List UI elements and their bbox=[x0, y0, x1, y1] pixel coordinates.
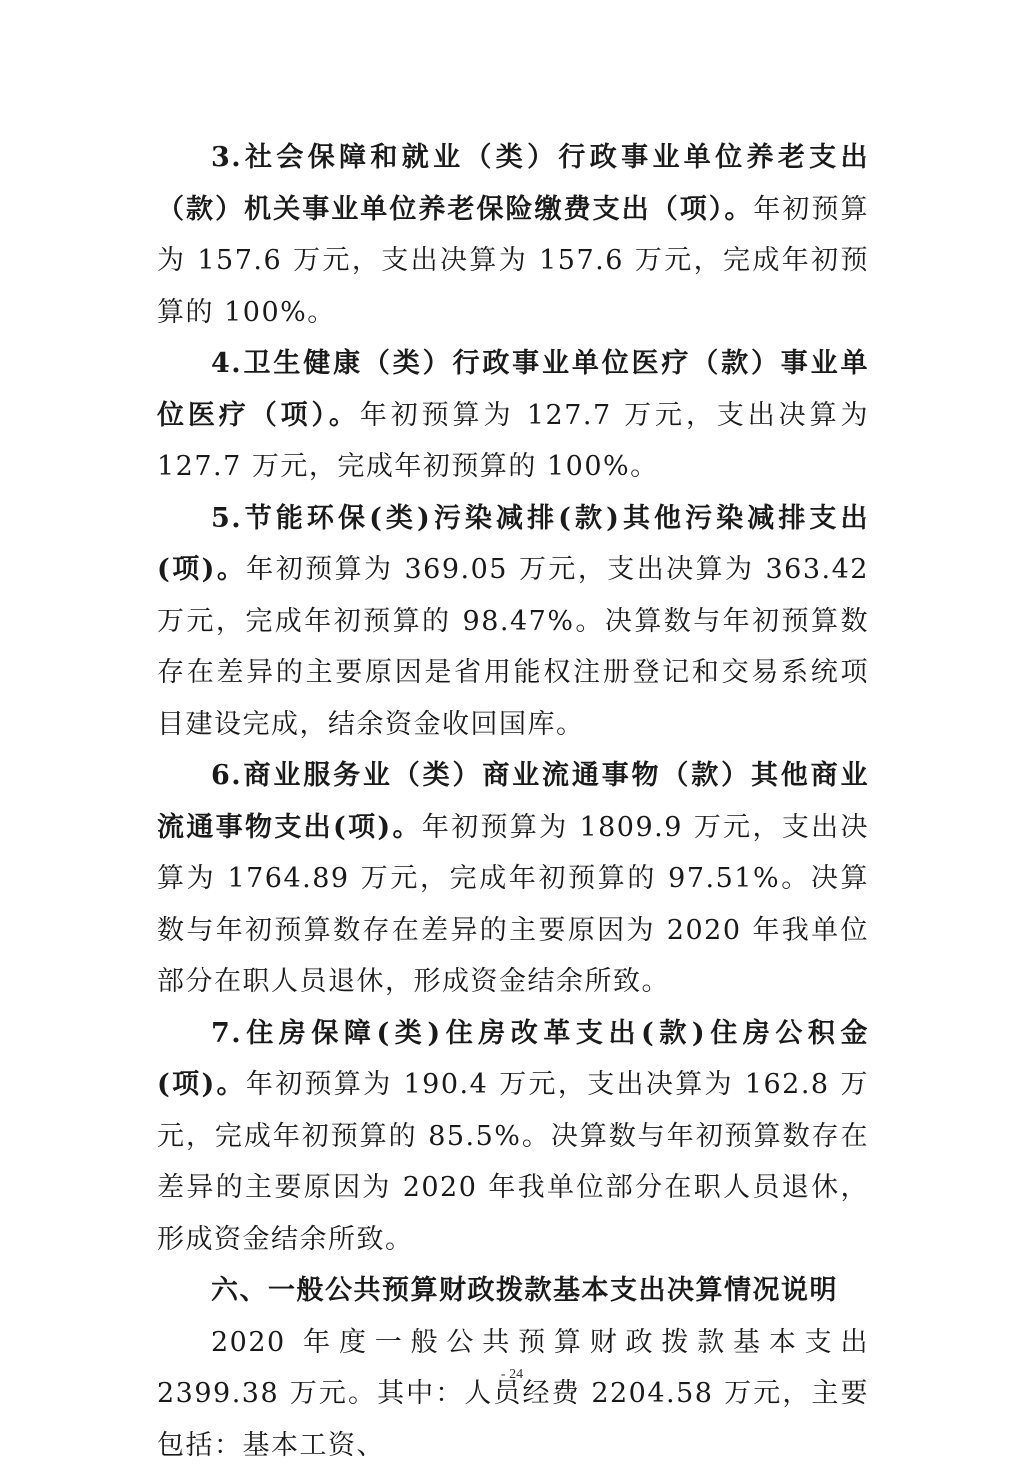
paragraph-body: 年初预算为 190.4 万元，支出决算为 162.8 万元，完成年初预算的 85.5%。决算数与年初预算数存在差异的主要原因为 2020 年我单位部分在职人员退休，形成资金结余所致。 bbox=[157, 1069, 869, 1255]
paragraph-heading: 4.卫生健康（类）行政事业单位医疗（款）事业单位医疗（项）。 bbox=[157, 348, 869, 431]
paragraph-heading: 5.节能环保(类)污染减排(款)其他污染减排支出(项)。 bbox=[157, 503, 869, 586]
section-title: 六、一般公共预算财政拨款基本支出决算情况说明 bbox=[157, 1265, 869, 1317]
paragraph-heading: 6.商业服务业（类）商业流通事物（款）其他商业流通事物支出(项)。 bbox=[157, 760, 869, 843]
paragraph-item-4 bbox=[157, 338, 869, 493]
paragraph-item-6 bbox=[157, 750, 869, 1008]
paragraph-body: 年初预算为 369.05 万元，支出决算为 363.42 万元，完成年初预算的 98.47%。决算数与年初预算数存在差异的主要原因是省用能权注册登记和交易系统项目建设完成，结余资金收回国库。 bbox=[157, 554, 869, 740]
paragraph-body: 年初预算为 1809.9 万元，支出决算为 1764.89 万元，完成年初预算的 97.51%。决算数与年初预算数存在差异的主要原因为 2020 年我单位部分在职人员退休，形成资金结余所致。 bbox=[157, 812, 869, 998]
paragraph-body: 年初预算为 127.7 万元，支出决算为 127.7 万元，完成年初预算的 100%。 bbox=[157, 400, 869, 483]
paragraph-heading: 3.社会保障和就业（类）行政事业单位养老支出（款）机关事业单位养老保险缴费支出（项）。 bbox=[157, 142, 869, 225]
paragraph-item-5 bbox=[157, 493, 869, 751]
document-body bbox=[157, 132, 869, 1471]
paragraph-item-7 bbox=[157, 1008, 869, 1266]
paragraph-heading: 7.住房保障(类)住房改革支出(款)住房公积金(项)。 bbox=[157, 1018, 869, 1101]
section-body: 2020 年度一般公共预算财政拨款基本支出 2399.38 万元。其中：人员经费 2204.58 万元，主要包括：基本工资、 bbox=[157, 1317, 869, 1471]
paragraph-item-3 bbox=[157, 132, 869, 338]
page-number: - 24 bbox=[0, 1367, 1024, 1383]
paragraph-body: 年初预算为 157.6 万元，支出决算为 157.6 万元，完成年初预算的 100%。 bbox=[157, 194, 869, 328]
